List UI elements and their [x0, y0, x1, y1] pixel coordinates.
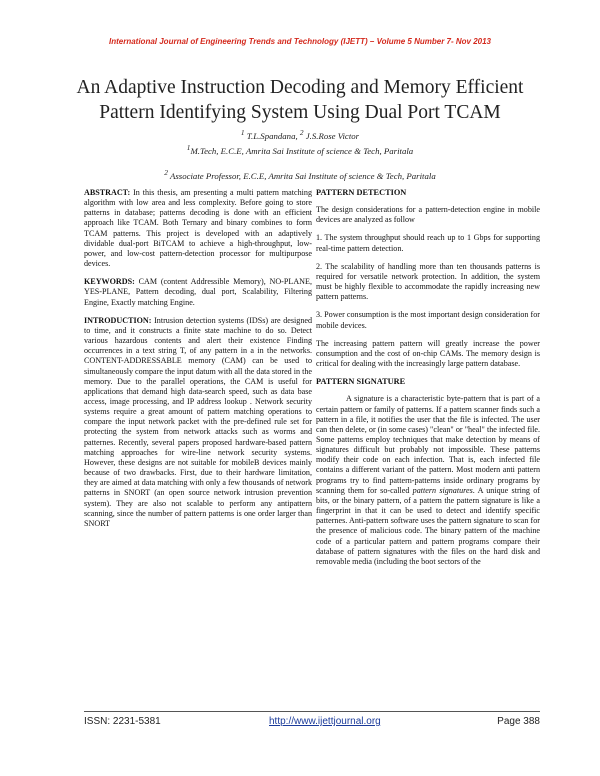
introduction — [84, 316, 312, 529]
journal-header: International Journal of Engineering Trends and Technology (IJETT) – Volume 5 Number 7- Nov 2013 — [109, 37, 491, 46]
left-column — [84, 188, 312, 537]
title-line-1: An Adaptive Instruction Decoding and Memory Efficient — [76, 77, 524, 98]
affiliation-2-text: Associate Professor, E.C.E, Amrita Sai Institute of science & Tech, Paritala — [169, 170, 436, 181]
author-1-sup: 1 — [240, 128, 245, 137]
abstract-text: In this thesis, am presenting a multi pattern matching algorithm with low area and less complexity. Before going to store patterns in database; patterns decoding is done with an efficient approach like TCAM. Both Ternary and binary combines to form TCAM patterns. This project is developed with an adaptively dividable dual-port BiTCAM to achieve a high-throughput, low-power, and low-cost pattern-detection processor for multipurpose devices. — [84, 188, 312, 269]
footer-page-number: Page 388 — [497, 716, 540, 727]
pattern-signature-text — [316, 394, 540, 567]
footer-issn: ISSN: 2231-5381 — [84, 716, 161, 727]
pattern-detection-item-1: 1. The system throughput should reach up to 1 Gbps for supporting real-time pattern detection. — [316, 233, 540, 253]
affiliation-2 — [0, 168, 600, 181]
authors — [0, 128, 600, 141]
paper-title — [40, 75, 560, 125]
abstract-label: ABSTRACT: — [84, 188, 131, 197]
introduction-text: Intrusion detection systems (IDSs) are designed to time, and it constructs a finite state machine to do so. Detect various hazardous contents and alert their existence Finding occurrences in a text string T, of any pattern in a in the networks. CONTENT-ADDRESSABLE memory (CAM) can be used to simultaneously compare the input datum with all the data stored in the memory. Due to the parallel operations, the CAM is useful for applications that demand high data-search speed, such as data base access, image processing, and IP address lookup . Network security systems require a great amount of pattern matching operations to compare the input network packet with the pre-defined rule set for protecting the system from network attacks such as worms and patternes. Recently, several papers proposed hardware-based pattern matching approaches for wire-line network security systems. However, these designs are not suitable for mobileB devices mainly because of two drawbacks. First, due to their hardware limitation, they are aimed at data matching with only a few thousands of network patterns in SNORT (an open source network intrusion prevention system). They are also not scalable to perform any antipattern scanning, since the number of pattern patterns is one order larger than SNORT — [84, 315, 313, 528]
introduction-label: INTRODUCTION: — [84, 315, 152, 325]
footer-url-link[interactable]: http://www.ijettjournal.org — [269, 716, 381, 727]
right-column — [316, 188, 540, 575]
pattern-detection-heading: PATTERN DETECTION — [316, 188, 407, 197]
affiliation-2-sup: 2 — [164, 168, 168, 177]
abstract — [84, 188, 312, 269]
pattern-signature-emphasis: pattern signatures — [412, 485, 473, 495]
page-footer — [84, 711, 540, 730]
author-1: T.L.Spandana, — [246, 130, 298, 141]
keywords-text: CAM (content Addressible Memory), NO-PLANE, YES-PLANE, Pattern decoding, dual port, Scalability, Filtering Engine, Exactly matching Engine. — [84, 277, 312, 307]
keywords — [84, 277, 312, 307]
keywords-label: KEYWORDS: — [84, 277, 135, 287]
author-2-sup: 2 — [299, 128, 304, 137]
affiliation-1-text: M.Tech, E.C.E, Amrita Sai Institute of science & Tech, Paritala — [190, 145, 414, 156]
pattern-signature-text-before: A signature is a characteristic byte-pattern that is part of a certain pattern or family of patterns. If a pattern scanner finds such a pattern in a file, it notifies the user that the file is infected. The user can then delete, or (in some cases) "clean" or "heal" the infected file. Some patterns employ techniques that make detection by means of signatures difficult but probably not impossible. These patterns modify their code on each infection. That is, each infected file contains a different variant of the pattern. Most modern anti pattern programs try to find pattern-patterns inside ordinary programs by scanning them for so-called — [316, 394, 540, 495]
pattern-signature-text-after: . A unique string of bits, or the binary pattern, of a pattern the pattern signature is like a fingerprint in that it can be used to detect and identify specific patternes. Anti-pattern software uses the pattern signature to scan for the presence of malicious code. The binary pattern of the machine code of a particular pattern and pattern programs compare their database of pattern signatures with the files on the hard disk and removable media (including the boot sectors of the — [316, 485, 540, 566]
title-line-2: Pattern Identifying System Using Dual Port TCAM — [99, 102, 501, 123]
pattern-detection-item-3: 3. Power consumption is the most important design consideration for mobile devices. — [316, 310, 540, 330]
pattern-detection-closing: The increasing pattern pattern will greatly increase the power consumption and the cost of on-chip CAMs. The memory design is critical for dealing with the increasingly large pattern database. — [316, 338, 540, 369]
pattern-signature-heading: PATTERN SIGNATURE — [316, 377, 406, 387]
author-2: J.S.Rose Victor — [305, 130, 360, 141]
pattern-detection-item-2: 2. The scalability of handling more than ten thousands patterns is required for versatile network protection. In addition, the system must be highly flexible to accommodate the rapidly increasing new pattern patterns. — [316, 261, 540, 302]
pattern-detection-intro: The design considerations for a pattern-detection engine in mobile devices are analyzed as follow — [316, 205, 540, 225]
affiliation-1-sup: 1 — [186, 143, 191, 152]
affiliation-1 — [0, 143, 600, 156]
